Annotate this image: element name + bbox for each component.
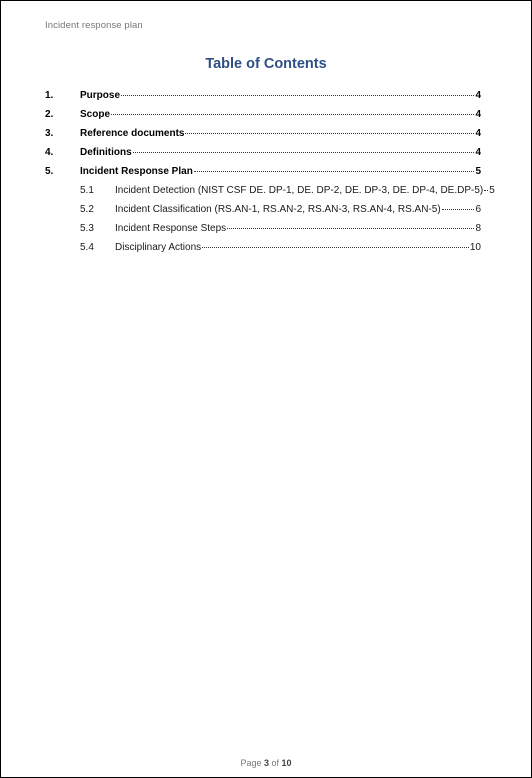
toc-entry-page: 4 (475, 109, 481, 120)
dot-leader (111, 113, 474, 115)
toc-subentry-incident-detection[interactable] (45, 181, 495, 200)
toc-subentry-incident-classification[interactable] (45, 200, 481, 219)
dot-leader (442, 208, 475, 210)
toc-entry-label: Purpose (80, 90, 121, 101)
dot-leader (202, 246, 469, 248)
table-of-contents (45, 86, 495, 257)
total-page-count: 10 (281, 758, 292, 768)
of-word: of (271, 758, 280, 768)
dot-leader (484, 189, 488, 191)
toc-entry-number: 1. (45, 90, 54, 101)
toc-entry-number: 5.4 (80, 242, 94, 253)
toc-entry-label: Scope (80, 109, 111, 120)
toc-entry-purpose[interactable] (45, 86, 481, 105)
toc-entry-number: 4. (45, 147, 54, 158)
toc-entry-number: 3. (45, 128, 54, 139)
toc-entry-incident-response-plan[interactable] (45, 162, 481, 181)
toc-subentry-incident-response-steps[interactable] (45, 219, 481, 238)
toc-entry-number: 5.3 (80, 223, 94, 234)
toc-entry-page: 4 (475, 147, 481, 158)
dot-leader (185, 132, 474, 134)
toc-entry-page: 10 (469, 242, 481, 253)
toc-entry-page: 4 (475, 90, 481, 101)
toc-entry-definitions[interactable] (45, 143, 481, 162)
page-footer (1, 758, 531, 768)
toc-entry-label: Reference documents (80, 128, 185, 139)
current-page-number: 3 (263, 758, 269, 768)
toc-entry-scope[interactable] (45, 105, 481, 124)
toc-entry-page: 8 (475, 223, 481, 234)
toc-entry-page: 4 (475, 128, 481, 139)
dot-leader (133, 151, 475, 153)
dot-leader (194, 170, 475, 172)
toc-entry-page: 5 (489, 185, 495, 196)
toc-entry-label: Definitions (80, 147, 132, 158)
toc-entry-reference-documents[interactable] (45, 124, 481, 143)
toc-subentry-disciplinary-actions[interactable] (45, 238, 481, 257)
toc-entry-number: 5.2 (80, 204, 94, 215)
toc-entry-page: 6 (475, 204, 481, 215)
dot-leader (121, 94, 474, 96)
toc-entry-label: Incident Response Steps (115, 223, 227, 234)
page-word: Page (240, 758, 262, 768)
toc-entry-label: Incident Classification (RS.AN-1, RS.AN-2, RS.AN-3, RS.AN-4, RS.AN-5) (115, 204, 441, 215)
toc-entry-label: Incident Detection (NIST CSF DE. DP-1, DE. DP-2, DE. DP-3, DE. DP-4, DE.DP-5) (115, 185, 484, 196)
dot-leader (227, 227, 474, 229)
page-header: Incident response plan (45, 20, 143, 31)
toc-entry-number: 2. (45, 109, 54, 120)
toc-title: Table of Contents (205, 56, 327, 72)
toc-entry-page: 5 (475, 166, 481, 177)
toc-entry-number: 5.1 (80, 185, 94, 196)
toc-entry-label: Disciplinary Actions (115, 242, 202, 253)
toc-entry-number: 5. (45, 166, 54, 177)
toc-entry-label: Incident Response Plan (80, 166, 193, 177)
